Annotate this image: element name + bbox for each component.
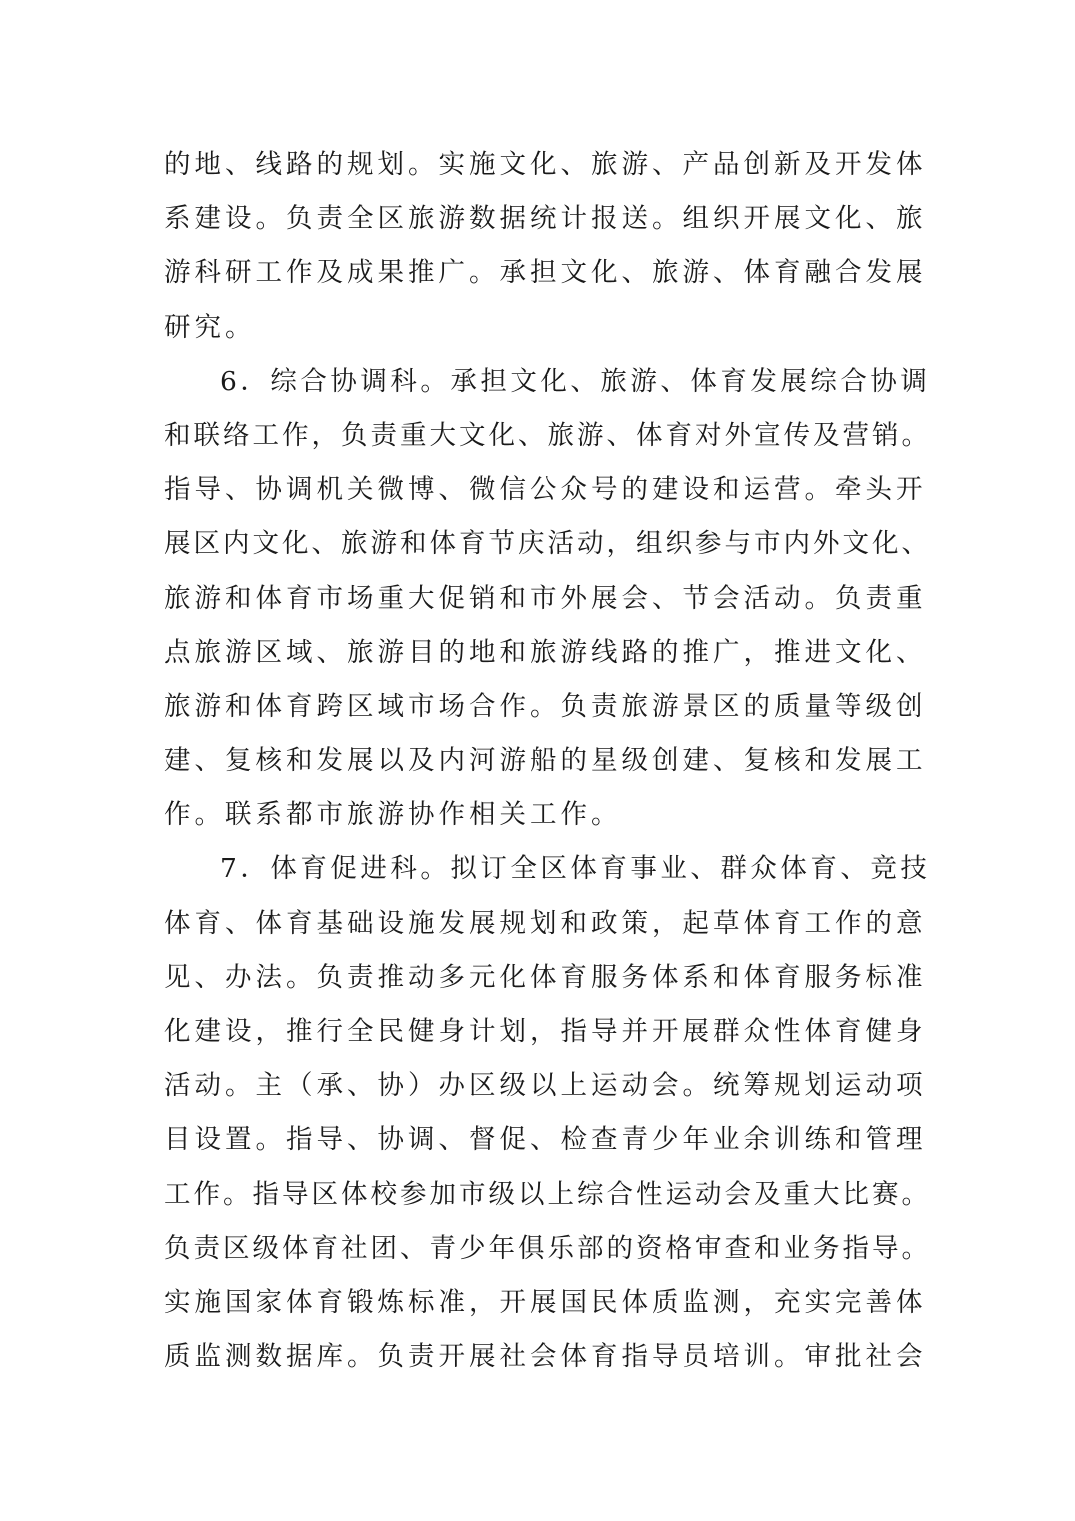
text-line: 点旅游区域、旅游目的地和旅游线路的推广，推进文化、 (164, 636, 927, 668)
text-line: 游科研工作及成果推广。承担文化、旅游、体育融合发展 (164, 257, 927, 289)
paragraph-first-line: 6．综合协调科。承担文化、旅游、体育发展综合协调 (220, 365, 931, 397)
text-line: 作。联系都市旅游协作相关工作。 (164, 799, 622, 831)
paragraph-first-line: 7．体育促进科。拟订全区体育事业、群众体育、竞技 (220, 853, 931, 885)
text-line: 的地、线路的规划。实施文化、旅游、产品创新及开发体 (164, 149, 927, 180)
text-line: 展区内文化、旅游和体育节庆活动，组织参与市内外文化、 (164, 528, 931, 560)
text-line: 系建设。负责全区旅游数据统计报送。组织开展文化、旅 (164, 203, 927, 235)
text-line: 和联络工作，负责重大文化、旅游、体育对外宣传及营销。 (164, 419, 931, 451)
text-line: 实施国家体育锻炼标准，开展国民体质监测，充实完善体 (164, 1286, 927, 1318)
text-line: 体育、体育基础设施发展规划和政策，起草体育工作的意 (164, 907, 927, 939)
text-line: 建、复核和发展以及内河游船的星级创建、复核和发展工 (164, 745, 927, 777)
body-text (164, 138, 934, 1384)
text-line: 化建设，推行全民健身计划，指导并开展群众性体育健身 (164, 1016, 927, 1047)
text-line: 工作。指导区体校参加市级以上综合性运动会及重大比赛。 (164, 1178, 931, 1210)
text-line: 质监测数据库。负责开展社会体育指导员培训。审批社会 (164, 1341, 927, 1373)
text-line: 负责区级体育社团、青少年俱乐部的资格审查和业务指导。 (164, 1232, 931, 1264)
text-line: 研究。 (164, 311, 256, 343)
text-line: 见、办法。负责推动多元化体育服务体系和体育服务标准 (164, 961, 927, 993)
text-line: 活动。主（承、协）办区级以上运动会。统筹规划运动项 (164, 1070, 927, 1102)
text-line: 旅游和体育跨区域市场合作。负责旅游景区的质量等级创 (164, 690, 927, 722)
text-line: 指导、协调机关微博、微信公众号的建设和运营。牵头开 (164, 474, 927, 506)
text-line: 旅游和体育市场重大促销和市外展会、节会活动。负责重 (164, 582, 927, 614)
text-line: 目设置。指导、协调、督促、检查青少年业余训练和管理 (164, 1124, 927, 1156)
